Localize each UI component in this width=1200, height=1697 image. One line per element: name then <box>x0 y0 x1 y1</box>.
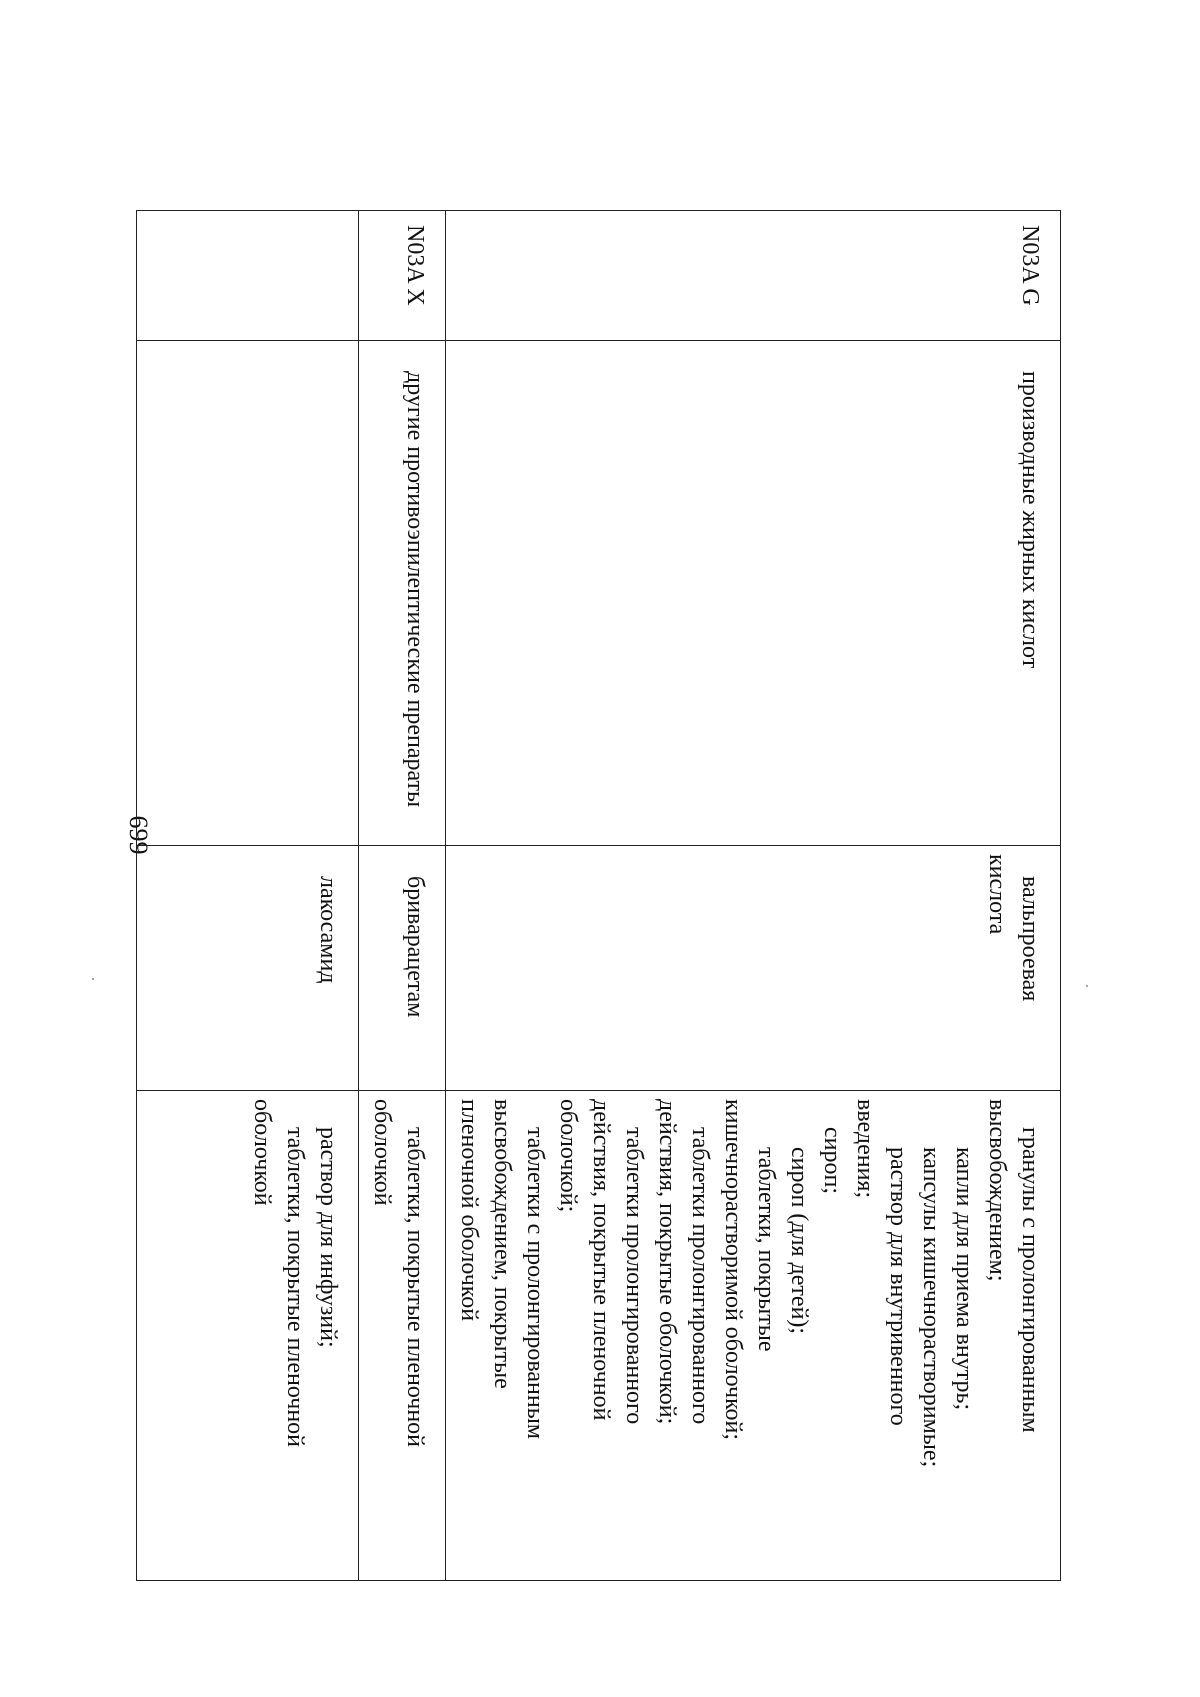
dosage-form-line: действия, покрытые оболочкой; <box>654 1099 680 1425</box>
dosage-form-line: таблетки, покрытые пленочной <box>402 1127 428 1448</box>
dosage-form-line: пленочной оболочкой <box>456 1099 482 1322</box>
dosage-form-line: сироп (для детей); <box>786 1147 812 1335</box>
dosage-forms-cell <box>446 1091 1061 1581</box>
dosage-form-line: раствор для внутривенного <box>885 1147 911 1426</box>
medication-table <box>136 210 1061 1581</box>
dosage-forms-cell <box>137 1091 359 1581</box>
dosage-form-line: оболочкой <box>249 1099 275 1206</box>
dosage-form-line: кишечнорастворимой оболочкой; <box>720 1099 746 1441</box>
table-row <box>359 211 446 1581</box>
group-cell: другие противоэпилептические препараты <box>359 341 446 846</box>
dosage-form-line: раствор для инфузий; <box>315 1127 341 1348</box>
dosage-form-line: действия, покрытые пленочной <box>588 1099 614 1421</box>
dosage-form-line: таблетки, покрытые пленочной <box>282 1127 308 1448</box>
group-cell <box>137 341 359 846</box>
group-cell: производные жирных кислот <box>446 341 1061 846</box>
drug-cell: бриварацетам <box>359 846 446 1091</box>
dosage-form-line: таблетки с пролонгированным <box>522 1127 548 1440</box>
atc-code-cell: N03A G <box>446 211 1061 341</box>
dosage-form-line: оболочкой <box>369 1099 395 1206</box>
atc-code-cell <box>137 211 359 341</box>
table-row <box>446 211 1061 1581</box>
drug-cell: лакосамид <box>137 846 359 1091</box>
page-number: 699 <box>124 815 153 855</box>
dosage-form-line: таблетки пролонгированного <box>621 1127 647 1425</box>
dosage-form-line: высвобождением; <box>984 1099 1010 1282</box>
dosage-form-line: капсулы кишечнорастворимые; <box>918 1147 944 1468</box>
dosage-form-line: таблетки, покрытые <box>753 1147 779 1352</box>
dosage-forms-cell <box>359 1091 446 1581</box>
dosage-form-line: введения; <box>852 1099 878 1199</box>
dosage-form-line: оболочкой; <box>555 1099 581 1213</box>
scan-speck <box>1086 985 1088 987</box>
drug-cell: вальпроевая кислота <box>446 846 1061 1091</box>
dosage-form-line: гранулы с пролонгированным <box>1017 1127 1043 1433</box>
dosage-form-line: таблетки пролонгированного <box>687 1127 713 1425</box>
rotated-table-container <box>136 210 1061 1580</box>
dosage-form-line: капли для приема внутрь; <box>951 1147 977 1411</box>
dosage-form-line: высвобождением, покрытые <box>489 1099 515 1389</box>
table-row <box>137 211 359 1581</box>
dosage-form-line: сироп; <box>819 1127 845 1195</box>
atc-code-cell: N03A X <box>359 211 446 341</box>
scan-speck <box>92 978 94 980</box>
